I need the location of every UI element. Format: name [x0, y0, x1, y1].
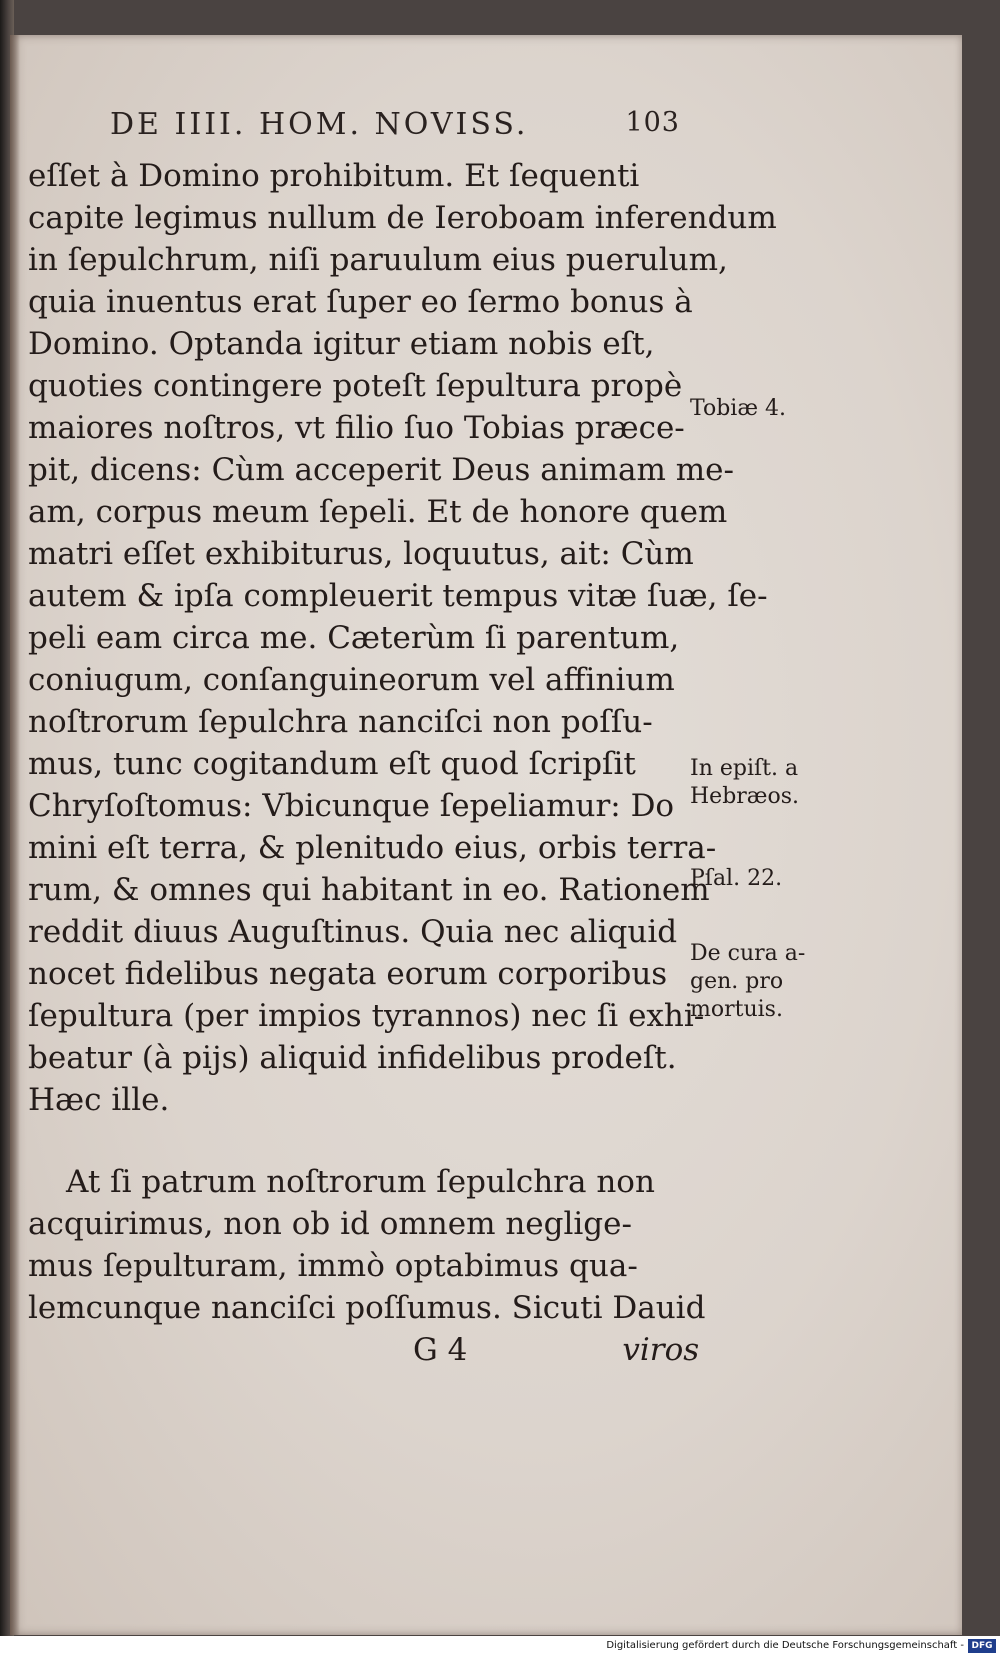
text-line-9: am, corpus meum ſepeli. Et de honore quem — [28, 494, 728, 530]
text-line-4: quia inuentus erat ſuper eo ſermo bonus à — [28, 284, 693, 320]
funding-credit: Digitalisierung gefördert durch die Deutsche Forschungsgemeinschaft - — [606, 1640, 964, 1651]
signature-mark: G 4 — [413, 1332, 468, 1368]
paragraph2-line-3: mus ſepulturam, immò optabimus qua- — [28, 1248, 638, 1284]
text-line-7: maiores noſtros, vt filio ſuo Tobias præce- — [28, 410, 685, 446]
text-line-8: pit, dicens: Cùm acceperit Deus animam me- — [28, 452, 734, 488]
margin-note-augustine-line-3: mortuis. — [690, 997, 783, 1022]
text-line-13: coniugum, conſanguineorum vel affinium — [28, 662, 675, 698]
text-line-14: noſtrorum ſepulchra nanciſci non poſſu- — [28, 704, 653, 740]
margin-note-augustine-line-2: gen. pro — [690, 969, 784, 994]
running-title: DE IIII. HOM. NOVISS. — [110, 107, 529, 142]
margin-note-augustine-line-1: De cura a- — [690, 941, 806, 966]
text-line-5: Domino. Optanda igitur etiam nobis eſt, — [28, 326, 655, 362]
paragraph2-line-2: acquirimus, non ob id omnem neglige- — [28, 1206, 632, 1242]
text-line-20: nocet fidelibus negata eorum corporibus — [28, 956, 668, 992]
text-line-17: mini eſt terra, & plenitudo eius, orbis terra- — [28, 830, 717, 866]
margin-note-chrysostom — [690, 755, 820, 811]
margin-note-augustine — [690, 940, 820, 1024]
text-line-10: matri eſſet exhibiturus, loquutus, ait: Cùm — [28, 536, 694, 572]
margin-note-psalm-text: Pſal. 22. — [690, 866, 783, 891]
paragraph2-line-1: At ſi patrum noſtrorum ſepulchra non — [66, 1164, 655, 1200]
text-line-16: Chryſoſtomus: Vbicunque ſepeliamur: Do — [28, 788, 675, 824]
text-line-23: Hæc ille. — [28, 1082, 170, 1118]
paragraph-gap — [28, 1121, 698, 1161]
page-foot — [28, 1329, 698, 1371]
digitization-footer — [0, 1636, 1000, 1656]
text-line-12: peli eam circa me. Cæterùm ſi parentum, — [28, 620, 680, 656]
text-line-6: quoties contingere poteſt ſepultura propè — [28, 368, 683, 404]
margin-note-chrysostom-line-1: In epiſt. a — [690, 756, 799, 781]
page-number: 103 — [625, 107, 680, 138]
text-line-2: capite legimus nullum de Ieroboam inferendum — [28, 200, 777, 236]
margin-note-tobias — [690, 395, 820, 423]
book-page — [10, 35, 962, 1635]
text-line-22: beatur (à pijs) aliquid infidelibus prodeſt. — [28, 1040, 677, 1076]
margin-note-tobias-text: Tobiæ 4. — [690, 396, 786, 421]
text-line-3: in ſepulchrum, niſi paruulum eius puerulum, — [28, 242, 728, 278]
margin-note-chrysostom-line-2: Hebræos. — [690, 784, 800, 809]
page-gutter-shadow — [10, 35, 20, 1635]
text-line-15: mus, tunc cogitandum eſt quod ſcripſit — [28, 746, 636, 782]
text-line-19: reddit diuus Auguſtinus. Quia nec aliquid — [28, 914, 678, 950]
text-line-1: eſſet à Domino prohibitum. Et ſequenti — [28, 158, 640, 194]
paragraph2-line-4: lemcunque nanciſci poſſumus. Sicuti Dauid — [28, 1290, 706, 1326]
margin-note-psalm — [690, 865, 820, 893]
text-line-11: autem & ipſa compleuerit tempus vitæ ſuæ, ſe- — [28, 578, 768, 614]
dfg-logo: DFG — [968, 1639, 996, 1653]
text-line-18: rum, & omnes qui habitant in eo. Rationem — [28, 872, 710, 908]
catchword: viros — [622, 1332, 700, 1368]
text-line-21: ſepultura (per impios tyrannos) nec ſi exhi- — [28, 998, 705, 1034]
